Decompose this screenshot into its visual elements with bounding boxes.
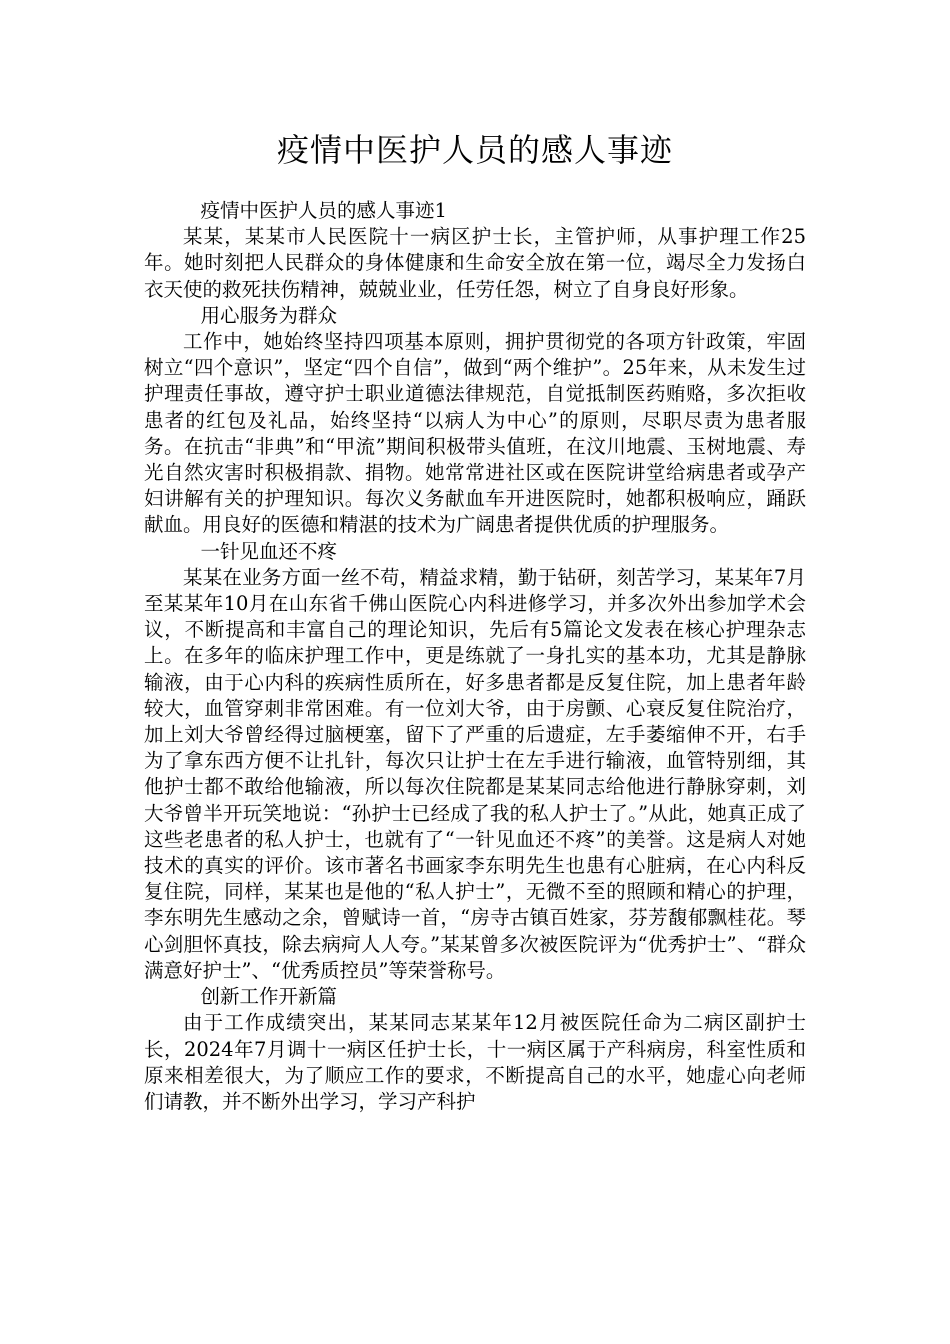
section-heading-1: 疫情中医护人员的感人事迹1 (200, 199, 447, 222)
section-heading-3: 一针见血还不疼 (200, 539, 338, 563)
section-heading-2: 用心服务为群众 (200, 303, 338, 327)
document-title: 疫情中医护人员的感人事迹 (276, 131, 673, 169)
document-body (144, 198, 806, 1115)
section-heading-4: 创新工作开新篇 (200, 985, 338, 1009)
paragraph-service: 工作中，她始终坚持四项基本原则，拥护贯彻党的各项方针政策，牢固树立“四个意识”，坚定“四个自信”，做到“两个维护”。25年来，从未发生过护理责任事故，遵守护士职业道德法律规范，自觉抵制医药贿赂，多次拒收患者的红包及礼品，始终坚持“以病人为中心”的原则，尽职尽责为患者服务。在抗击“非典”和“甲流”期间积极带头值班，在汶川地震、玉树地震、寿光自然灾害时积极捐款、捐物。她常常进社区或在医院讲堂给病患者或孕产妇讲解有关的护理知识。每次义务献血车开进医院时，她都积极响应，踊跃献血。用良好的医德和精湛的技术为广阔患者提供优质的护理服务。 (144, 330, 806, 537)
paragraph-skill: 某某在业务方面一丝不苟，精益求精，勤于钻研，刻苦学习，某某年7月至某某年10月在山东省千佛山医院心内科进修学习，并多次外出参加学术会议，不断提高和丰富自己的理论知识，先后有5篇论文发表在核心护理杂志上。在多年的临床护理工作中，更是练就了一身扎实的基本功，尤其是静脉输液，由于心内科的疾病性质所在，好多患者都是反复住院，加上患者年龄较大，血管穿刺非常困难。有一位刘大爷，由于房颤、心衰反复住院治疗，加上刘大爷曾经得过脑梗塞，留下了严重的后遗症，左手萎缩伸不开，右手为了拿东西方便不让扎针，每次只让护士在左手进行输液，血管特别细，其他护士都不敢给他输液，所以每次住院都是某某同志给他进行静脉穿刺，刘大爷曾半开玩笑地说：“孙护士已经成了我的私人护士了。”从此，她真正成了这些老患者的私人护士，也就有了“一针见血还不疼”的美誉。这是病人对她技术的真实的评价。该市著名书画家李东明先生也患有心脏病，在心内科反复住院，同样，某某也是他的“私人护士”，无微不至的照顾和精心的护理，李东明先生感动之余，曾赋诗一首，“房寺古镇百姓家，芬芳馥郁飘桂花。琴心剑胆怀真技，除去病疴人人夸。”某某曾多次被医院评为“优秀护士”、“群众满意好护士”、“优秀质控员”等荣誉称号。 (144, 565, 806, 982)
paragraph-innovation: 由于工作成绩突出，某某同志某某年12月被医院任命为二病区副护士长，2024年7月调十一病区任护士长，十一病区属于产科病房，科室性质和原来相差很大，为了顺应工作的要求，不断提高自己的水平，她虚心向老师们请教，并不断外出学习，学习产科护 (144, 1011, 806, 1113)
paragraph-intro: 某某，某某市人民医院十一病区护士长，主管护师，从事护理工作25年。她时刻把人民群众的身体健康和生命安全放在第一位，竭尽全力发扬白衣天使的救死扶伤精神，兢兢业业，任劳任怨，树立了自身良好形象。 (144, 225, 806, 301)
